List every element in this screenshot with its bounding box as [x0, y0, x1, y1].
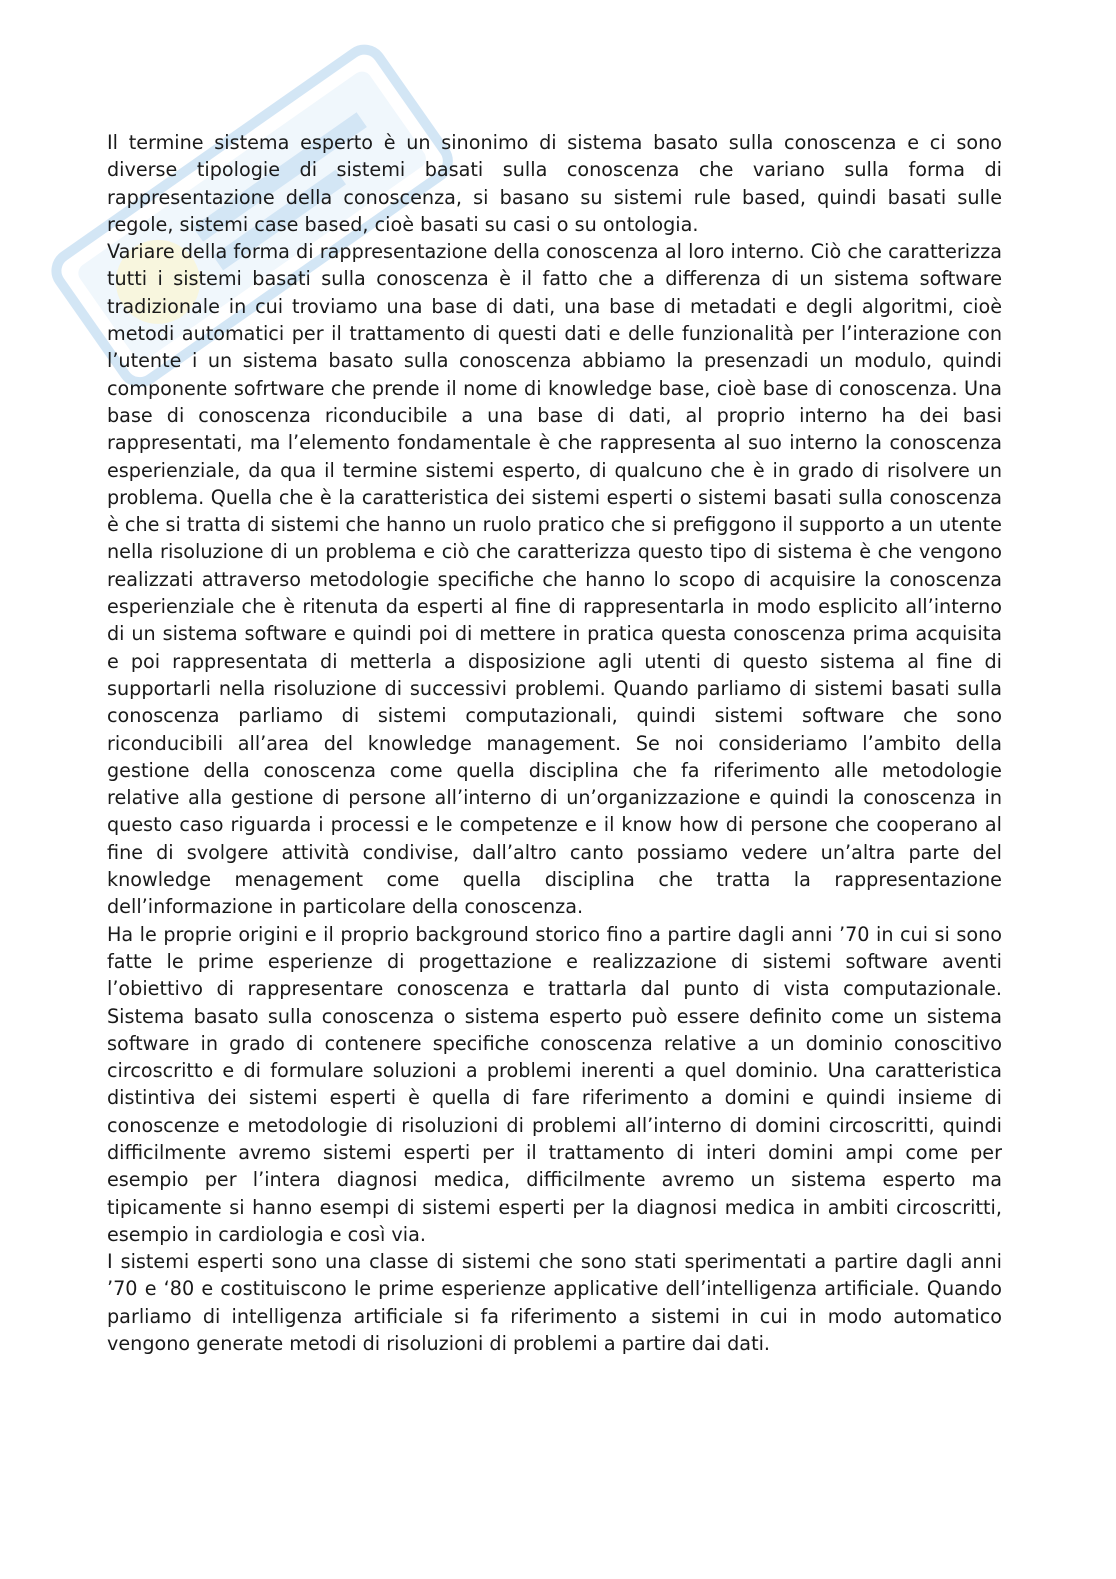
- paragraph-3: Ha le proprie origini e il proprio background storico fino a partire dagli anni ’70 in cui si sono fatte le prime esperienze di progettazione e realizzazione di sistemi software aventi l’obiettivo di rappresentare conoscenza e trattarla dal punto di vista computazionale. Sistema basato sulla conoscenza o sistema esperto può essere definito come un sistema software in grado di contenere specifiche conoscenza relative a un dominio conoscitivo circoscritto e di formulare soluzioni a problemi inerenti a quel dominio. Una caratteristica distintiva dei sistemi esperti è quella di fare riferimento a domini e quindi insieme di conoscenze e metodologie di risoluzioni di problemi all’interno di domini circoscritti, quindi difficilmente avremo sistemi esperti per il trattamento di interi domini ampi come per esempio per l’intera diagnosi medica, difficilmente avremo un sistema esperto ma tipicamente si hanno esempi di sistemi esperti per la diagnosi medica in ambiti circoscritti, esempio in cardiologia e così via.: [107, 922, 1002, 1246]
- paragraph-1: Il termine sistema esperto è un sinonimo di sistema basato sulla conoscenza e ci sono diverse tipologie di sistemi basati sulla conoscenza che variano sulla forma di rappresentazione della conoscenza, si basano su sistemi rule based, quindi basati sulle regole, sistemi case based, cioè basati su casi o su ontologia.: [107, 131, 1002, 236]
- document-body: [107, 129, 1002, 1357]
- paragraph-4: I sistemi esperti sono una classe di sistemi che sono stati sperimentati a partire dagli anni ’70 e ‘80 e costituiscono le prime esperienze applicative dell’intelligenza artificiale. Quando parliamo di intelligenza artificiale si fa riferimento a sistemi in cui in modo automatico vengono generate metodi di risoluzioni di problemi a partire dai dati.: [107, 1250, 1002, 1356]
- paragraph-2: Variare della forma di rappresentazione della conoscenza al loro interno. Ciò che caratterizza tutti i sistemi basati sulla conoscenza è il fatto che a differenza di un sistema software tradizionale in cui troviamo una base di dati, una base di metadati e degli algoritmi, cioè metodi automatici per il trattamento di questi dati e delle funzionalità per l’interazione con l’utente i un sistema basato sulla conoscenza abbiamo la presenzadi un modulo, quindi componente sofrtware che prende il nome di knowledge base, cioè base di conoscenza. Una base di conoscenza riconducibile a una base di dati, al proprio interno ha dei basi rappresentati, ma l’elemento fondamentale è che rappresenta al suo interno la conoscenza esperienziale, da qua il termine sistemi esperto, di qualcuno che è in grado di risolvere un problema. Quella che è la caratteristica dei sistemi esperti o sistemi basati sulla conoscenza è che si tratta di sistemi che hanno un ruolo pratico che si prefiggono il supporto a un utente nella risoluzione di un problema e ciò che caratterizza questo tipo di sistema è che vengono realizzati attraverso metodologie specifiche che hanno lo scopo di acquisire la conoscenza esperienziale che è ritenuta da esperti al fine di rappresentarla in modo esplicito all’interno di un sistema software e quindi poi di mettere in pratica questa conoscenza prima acquisita e poi rappresentata di metterla a disposizione agli utenti di questo sistema al fine di supportarli nella risoluzione di successivi problemi. Quando parliamo di sistemi basati sulla conoscenza parliamo di sistemi computazionali, quindi sistemi software che sono riconducibili all’area del knowledge management. Se noi consideriamo l’ambito della gestione della conoscenza come quella disciplina che fa riferimento alle metodologie relative alla gestione di persone all’interno di un’organizzazione e quindi la conoscenza in questo caso riguarda i processi e le competenze e il know how di persone che cooperano al fine di svolgere attività condivise, dall’altro canto possiamo vedere un’altra parte del knowledge menagement come quella disciplina che tratta la rappresentazione dell’informazione in particolare della conoscenza.: [107, 240, 1002, 919]
